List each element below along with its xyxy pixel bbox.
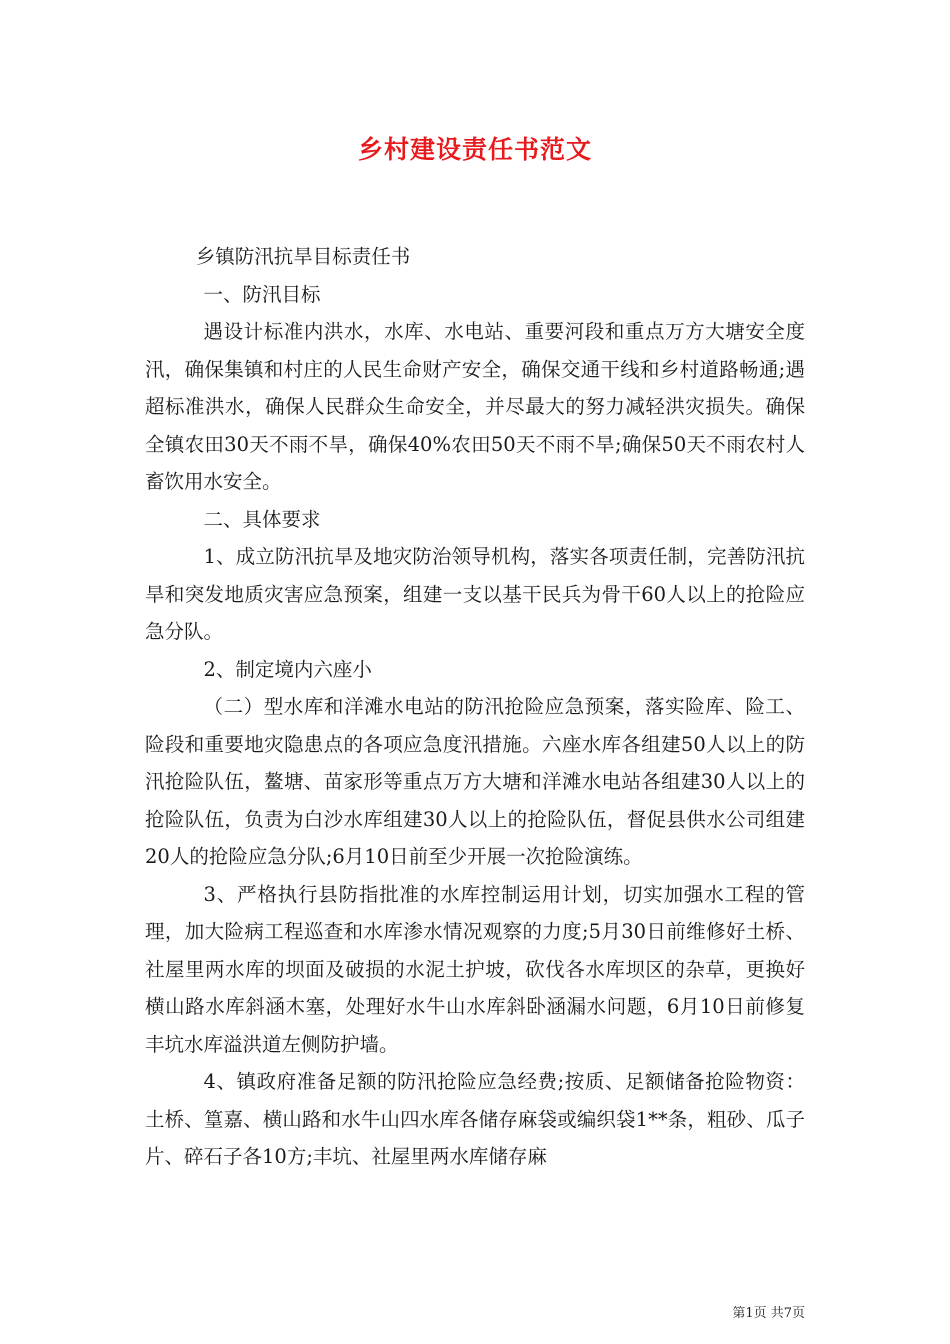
- paragraph-requirement-4: 4、镇政府准备足额的防汛抢险应急经费;按质、足额储备抢险物资：土桥、篁嘉、横山路和水牛山四水库各储存麻袋或编织袋1**条，粗砂、瓜子片、碎石子各10方;丰坑、社屋里两水库储存麻: [145, 1070, 805, 1168]
- paragraph-requirement-2-cont: （二）型水库和洋滩水电站的防汛抢险应急预案，落实险库、险工、险段和重要地灾隐患点的各项应急度汛措施。六座水库各组建50人以上的防汛抢险队伍，鳌塘、苗家形等重点万方大塘和洋滩水电站各组建30人以上的抢险队伍，负责为白沙水库组建30人以上的抢险队伍，督促县供水公司组建20人的抢险应急分队;6月10日前至少开展一次抢险演练。: [145, 695, 805, 868]
- section-heading-2: 二、具体要求: [203, 507, 321, 531]
- subtitle-paragraph: 乡镇防汛抗旱目标责任书: [195, 245, 411, 268]
- section-heading-1: 一、防汛目标: [203, 282, 321, 306]
- document-title: 乡村建设责任书范文: [357, 135, 592, 164]
- paragraph-requirement-1: 1、成立防汛抗旱及地灾防治领导机构，落实各项责任制，完善防汛抗旱和突发地质灾害应急预案，组建一支以基干民兵为骨干60人以上的抢险应急分队。: [145, 545, 805, 643]
- document-body: [145, 238, 805, 1176]
- paragraph-requirement-2: 2、制定境内六座小: [203, 657, 372, 681]
- paragraph-requirement-3: 3、严格执行县防指批准的水库控制运用计划，切实加强水工程的管理，加大险病工程巡查和水库渗水情况观察的力度;5月30日前维修好土桥、社屋里两水库的坝面及破损的水泥土护坡，砍伐各水库坝区的杂草，更换好横山路水库斜涵木塞，处理好水牛山水库斜卧涵漏水问题，6月10日前修复丰坑水库溢洪道左侧防护墙。: [145, 882, 805, 1056]
- paragraph-flood-goal: 遇设计标准内洪水，水库、水电站、重要河段和重点万方大塘安全度汛，确保集镇和村庄的人民生命财产安全，确保交通干线和乡村道路畅通;遇超标准洪水，确保人民群众生命安全，并尽最大的努力减轻洪灾损失。确保全镇农田30天不雨不旱，确保40%农田50天不雨不旱;确保50天不雨农村人畜饮用水安全。: [145, 320, 805, 493]
- page-number-footer: 第1页 共7页: [732, 1306, 805, 1321]
